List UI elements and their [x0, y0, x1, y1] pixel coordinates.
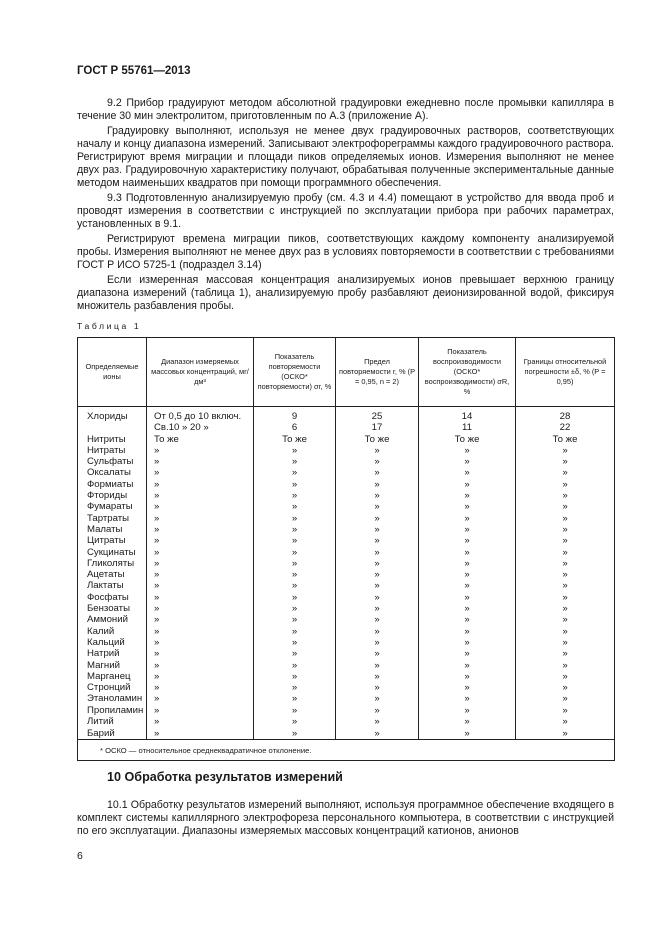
- col-header-reproducibility: Показатель воспроизводимости (ОСКО* воспроизводимости) σR, %: [419, 338, 516, 407]
- range-cell: »: [147, 490, 254, 501]
- error-cell: »: [516, 535, 615, 546]
- repeatability-cell: »: [254, 547, 336, 558]
- repeatability-cell: »: [254, 614, 336, 625]
- paragraph-migration: Регистрируют времена миграции пиков, соответствующих каждому компоненту анализируемой пробы. Измерения выполняют не менее двух раз в условиях повторяемости в соответствии с требованиями ГОСТ Р ИСО 5725-1 (подраздел 3.14): [77, 233, 614, 271]
- reproducibility-cell: »: [419, 660, 516, 671]
- error-cell: »: [516, 467, 615, 478]
- error-cell: »: [516, 648, 615, 659]
- error-cell: »: [516, 524, 615, 535]
- range-cell: »: [147, 535, 254, 546]
- paragraph-calibration: Градуировку выполняют, используя не менее двух градуировочных растворов, соответствующих началу и концу диапазона измерений. Записывают электрофореграммы каждого градуировочного раствора. Регистрируют время миграции и площади пиков определяемых ионов. Измерения выполняют не менее двух раз. Градуировочную характеристику получают, обрабатывая полученные экспериментальные данные методом наименьших квадратов при помощи программного обеспечения.: [77, 125, 614, 189]
- range-cell: »: [147, 479, 254, 490]
- ion-cell: Сульфаты: [78, 456, 147, 467]
- range-cell: »: [147, 524, 254, 535]
- reproducibility-cell: »: [419, 671, 516, 682]
- error-cell: »: [516, 547, 615, 558]
- table-row: [78, 490, 615, 501]
- ion-cell: Цитраты: [78, 535, 147, 546]
- repeatability-cell: »: [254, 558, 336, 569]
- repeatability-cell: 9: [254, 411, 336, 422]
- range-cell: Св.10 » 20 »: [147, 422, 254, 433]
- document-header: ГОСТ Р 55761—2013: [77, 65, 191, 77]
- error-cell: »: [516, 558, 615, 569]
- repeatability-cell: »: [254, 671, 336, 682]
- repeatability-cell: 6: [254, 422, 336, 433]
- range-cell: »: [147, 626, 254, 637]
- repeatability-cell: »: [254, 592, 336, 603]
- repeatability-cell: »: [254, 535, 336, 546]
- error-cell: »: [516, 490, 615, 501]
- table-row: [78, 716, 615, 727]
- repeatability-cell: »: [254, 501, 336, 512]
- error-cell: »: [516, 445, 615, 456]
- error-cell: »: [516, 660, 615, 671]
- ion-cell: Марганец: [78, 671, 147, 682]
- repeatability-cell: »: [254, 682, 336, 693]
- table-row: [78, 705, 615, 716]
- limit-cell: »: [336, 592, 419, 603]
- reproducibility-cell: »: [419, 445, 516, 456]
- range-cell: »: [147, 603, 254, 614]
- error-cell: »: [516, 456, 615, 467]
- limit-cell: »: [336, 603, 419, 614]
- repeatability-cell: »: [254, 467, 336, 478]
- reproducibility-cell: »: [419, 569, 516, 580]
- table-row: [78, 535, 615, 546]
- ion-cell: Фториды: [78, 490, 147, 501]
- col-header-repeatability: Показатель повторяемости (ОСКО* повторяемости) σr, %: [254, 338, 336, 407]
- reproducibility-cell: 14: [419, 411, 516, 422]
- reproducibility-cell: »: [419, 682, 516, 693]
- reproducibility-cell: »: [419, 705, 516, 716]
- error-cell: »: [516, 682, 615, 693]
- limit-cell: 25: [336, 411, 419, 422]
- repeatability-cell: »: [254, 479, 336, 490]
- col-header-error-bounds: Границы относительной погрешности ±δ, % (P = 0,95): [516, 338, 615, 407]
- limit-cell: »: [336, 501, 419, 512]
- table-row: [78, 501, 615, 512]
- error-cell: 28: [516, 411, 615, 422]
- reproducibility-cell: »: [419, 580, 516, 591]
- range-cell: »: [147, 716, 254, 727]
- repeatability-cell: »: [254, 569, 336, 580]
- paragraph-10-1: 10.1 Обработку результатов измерений выполняют, используя программное обеспечение входящего в комплект системы капиллярного электрофореза персонального компьютера, в соответствии с инструкцией по его эксплуатации. Диапазоны измеряемых массовых концентраций катионов, анионов: [77, 799, 614, 837]
- limit-cell: »: [336, 716, 419, 727]
- table-footnote: * ОСКО — относительное среднеквадратичное отклонение.: [78, 740, 615, 761]
- range-cell: »: [147, 671, 254, 682]
- range-cell: »: [147, 456, 254, 467]
- section-body: [77, 799, 614, 838]
- range-cell: »: [147, 445, 254, 456]
- range-cell: От 0,5 до 10 включ.: [147, 411, 254, 422]
- table-row: [78, 547, 615, 558]
- range-cell: »: [147, 648, 254, 659]
- limit-cell: »: [336, 547, 419, 558]
- error-cell: »: [516, 705, 615, 716]
- repeatability-cell: »: [254, 626, 336, 637]
- repeatability-cell: »: [254, 524, 336, 535]
- limit-cell: »: [336, 614, 419, 625]
- range-cell: »: [147, 693, 254, 704]
- table-row: [78, 637, 615, 648]
- limit-cell: »: [336, 479, 419, 490]
- reproducibility-cell: »: [419, 716, 516, 727]
- reproducibility-cell: То же: [419, 434, 516, 445]
- reproducibility-cell: »: [419, 592, 516, 603]
- limit-cell: »: [336, 660, 419, 671]
- range-cell: »: [147, 592, 254, 603]
- reproducibility-cell: »: [419, 535, 516, 546]
- limit-cell: »: [336, 693, 419, 704]
- limit-cell: »: [336, 626, 419, 637]
- table-row: [78, 626, 615, 637]
- paragraph-9-2: 9.2 Прибор градуируют методом абсолютной градуировки ежедневно после промывки капилляра в течение 30 мин электролитом, приготовленным по А.3 (приложение А).: [77, 97, 614, 122]
- paragraph-9-3: 9.3 Подготовленную анализируемую пробу (см. 4.3 и 4.4) помещают в устройство для ввода проб и проводят измерения в соответствии с инструкцией по эксплуатации прибора при рабочих параметрах, установленных в 9.1.: [77, 192, 614, 230]
- ion-cell: Гликоляты: [78, 558, 147, 569]
- reproducibility-cell: »: [419, 490, 516, 501]
- ion-cell: Малаты: [78, 524, 147, 535]
- error-cell: »: [516, 580, 615, 591]
- reproducibility-cell: »: [419, 513, 516, 524]
- reproducibility-cell: »: [419, 626, 516, 637]
- error-cell: »: [516, 603, 615, 614]
- table-row: [78, 614, 615, 625]
- table-row: [78, 467, 615, 478]
- reproducibility-cell: »: [419, 603, 516, 614]
- range-cell: »: [147, 705, 254, 716]
- reproducibility-cell: »: [419, 727, 516, 740]
- body-text: [77, 97, 614, 313]
- table-row: [78, 603, 615, 614]
- range-cell: »: [147, 501, 254, 512]
- range-cell: »: [147, 614, 254, 625]
- range-cell: »: [147, 580, 254, 591]
- ion-cell: Натрий: [78, 648, 147, 659]
- ion-cell: Калий: [78, 626, 147, 637]
- ion-cell: [78, 422, 147, 433]
- ion-cell: Ацетаты: [78, 569, 147, 580]
- limit-cell: »: [336, 490, 419, 501]
- repeatability-cell: »: [254, 660, 336, 671]
- ion-cell: Бензоаты: [78, 603, 147, 614]
- repeatability-cell: »: [254, 705, 336, 716]
- table-row: [78, 524, 615, 535]
- ion-cell: Хлориды: [78, 411, 147, 422]
- limit-cell: »: [336, 705, 419, 716]
- repeatability-cell: »: [254, 580, 336, 591]
- ion-cell: Фумараты: [78, 501, 147, 512]
- reproducibility-cell: »: [419, 501, 516, 512]
- ion-cell: Сукцинаты: [78, 547, 147, 558]
- ion-cell: Стронций: [78, 682, 147, 693]
- error-cell: 22: [516, 422, 615, 433]
- limit-cell: »: [336, 682, 419, 693]
- repeatability-cell: »: [254, 648, 336, 659]
- ion-cell: Барий: [78, 727, 147, 740]
- limit-cell: »: [336, 456, 419, 467]
- error-cell: »: [516, 614, 615, 625]
- table-row: [78, 660, 615, 671]
- limit-cell: »: [336, 535, 419, 546]
- table-row: [78, 648, 615, 659]
- repeatability-cell: »: [254, 727, 336, 740]
- limit-cell: »: [336, 727, 419, 740]
- error-cell: »: [516, 727, 615, 740]
- repeatability-cell: »: [254, 716, 336, 727]
- reproducibility-cell: »: [419, 693, 516, 704]
- error-cell: »: [516, 637, 615, 648]
- limit-cell: »: [336, 524, 419, 535]
- reproducibility-cell: »: [419, 614, 516, 625]
- ion-cell: Оксалаты: [78, 467, 147, 478]
- limit-cell: »: [336, 558, 419, 569]
- range-cell: »: [147, 547, 254, 558]
- page-number: 6: [77, 850, 83, 862]
- table-row: [78, 671, 615, 682]
- table-row: [78, 592, 615, 603]
- ion-cell: Аммоний: [78, 614, 147, 625]
- error-cell: »: [516, 513, 615, 524]
- limit-cell: 17: [336, 422, 419, 433]
- range-cell: »: [147, 513, 254, 524]
- range-cell: »: [147, 569, 254, 580]
- table-row: [78, 580, 615, 591]
- reproducibility-cell: »: [419, 648, 516, 659]
- reproducibility-cell: »: [419, 456, 516, 467]
- error-cell: »: [516, 693, 615, 704]
- limit-cell: »: [336, 648, 419, 659]
- data-table: [77, 337, 615, 761]
- ion-cell: Лактаты: [78, 580, 147, 591]
- table-row: [78, 445, 615, 456]
- repeatability-cell: »: [254, 456, 336, 467]
- table-header-row: [78, 338, 615, 407]
- repeatability-cell: »: [254, 490, 336, 501]
- error-cell: »: [516, 592, 615, 603]
- reproducibility-cell: 11: [419, 422, 516, 433]
- range-cell: »: [147, 558, 254, 569]
- range-cell: »: [147, 682, 254, 693]
- ion-cell: Фосфаты: [78, 592, 147, 603]
- limit-cell: То же: [336, 434, 419, 445]
- table-row: [78, 682, 615, 693]
- ion-cell: Формиаты: [78, 479, 147, 490]
- table-row: [78, 422, 615, 433]
- reproducibility-cell: »: [419, 467, 516, 478]
- ion-cell: Литий: [78, 716, 147, 727]
- table-row: [78, 693, 615, 704]
- table-row: [78, 727, 615, 740]
- error-cell: »: [516, 479, 615, 490]
- ion-cell: Пропиламин: [78, 705, 147, 716]
- reproducibility-cell: »: [419, 524, 516, 535]
- repeatability-cell: »: [254, 445, 336, 456]
- repeatability-cell: »: [254, 513, 336, 524]
- table-row: [78, 479, 615, 490]
- table-row: [78, 513, 615, 524]
- table-row: [78, 411, 615, 422]
- ion-cell: Кальций: [78, 637, 147, 648]
- col-header-ions: Определяемые ионы: [78, 338, 147, 407]
- repeatability-cell: »: [254, 693, 336, 704]
- reproducibility-cell: »: [419, 547, 516, 558]
- table-row: [78, 456, 615, 467]
- limit-cell: »: [336, 513, 419, 524]
- ion-cell: Тартраты: [78, 513, 147, 524]
- table-row: [78, 569, 615, 580]
- section-heading: 10 Обработка результатов измерений: [107, 770, 343, 784]
- range-cell: »: [147, 467, 254, 478]
- error-cell: »: [516, 626, 615, 637]
- ion-cell: Этаноламин: [78, 693, 147, 704]
- table-caption: Таблица 1: [77, 321, 142, 331]
- range-cell: »: [147, 727, 254, 740]
- repeatability-cell: То же: [254, 434, 336, 445]
- paragraph-dilution: Если измеренная массовая концентрация анализируемых ионов превышает верхнюю границу диапазона измерений (таблица 1), анализируемую пробу разбавляют деионизированной водой, фиксируя множитель разбавления пробы.: [77, 274, 614, 312]
- error-cell: »: [516, 716, 615, 727]
- repeatability-cell: »: [254, 603, 336, 614]
- reproducibility-cell: »: [419, 637, 516, 648]
- limit-cell: »: [336, 445, 419, 456]
- table-row: [78, 558, 615, 569]
- limit-cell: »: [336, 671, 419, 682]
- error-cell: То же: [516, 434, 615, 445]
- limit-cell: »: [336, 467, 419, 478]
- col-header-range: Диапазон измеряемых массовых концентраций, мг/дм³: [147, 338, 254, 407]
- reproducibility-cell: »: [419, 558, 516, 569]
- range-cell: »: [147, 637, 254, 648]
- ion-cell: Нитраты: [78, 445, 147, 456]
- reproducibility-cell: »: [419, 479, 516, 490]
- ion-cell: Магний: [78, 660, 147, 671]
- limit-cell: »: [336, 637, 419, 648]
- limit-cell: »: [336, 569, 419, 580]
- ion-cell: Нитриты: [78, 434, 147, 445]
- col-header-repeatability-limit: Предел повторяемости r, % (P = 0,95, n = 2): [336, 338, 419, 407]
- limit-cell: »: [336, 580, 419, 591]
- error-cell: »: [516, 501, 615, 512]
- range-cell: »: [147, 660, 254, 671]
- table-row: [78, 434, 615, 445]
- repeatability-cell: »: [254, 637, 336, 648]
- error-cell: »: [516, 569, 615, 580]
- error-cell: »: [516, 671, 615, 682]
- range-cell: То же: [147, 434, 254, 445]
